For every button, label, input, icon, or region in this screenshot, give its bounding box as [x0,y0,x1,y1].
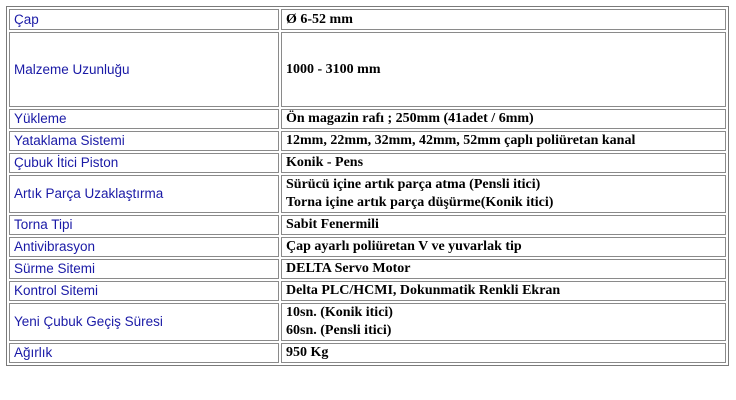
table-row [9,281,726,301]
row-value-torna-tipi [281,215,726,235]
value-line: Çap ayarlı poliüretan V ve yuvarlak tip [286,239,522,254]
value-line: 1000 - 3100 mm [286,61,381,77]
row-label-yataklama-sistemi: Yataklama Sistemi [9,131,279,151]
row-label-surme-sitemi: Sürme Sitemi [9,259,279,279]
row-value-yeni-cubuk-gecis [281,303,726,341]
value-line: 950 Kg [286,345,329,360]
table-row [9,343,726,363]
row-label-malzeme-uzunlugu: Malzeme Uzunluğu [9,32,279,107]
table-row [9,153,726,173]
row-label-agirlik: Ağırlık [9,343,279,363]
value-line: Delta PLC/HCMI, Dokunmatik Renkli Ekran [286,283,561,298]
table-row [9,215,726,235]
spec-table [6,6,729,366]
row-label-kontrol-sitemi: Kontrol Sitemi [9,281,279,301]
row-value-agirlik [281,343,726,363]
row-label-artik-parca: Artık Parça Uzaklaştırma [9,175,279,213]
value-line: Torna içine artık parça düşürme(Konik itici) [286,195,554,210]
table-row [9,131,726,151]
row-value-malzeme-uzunlugu [281,32,726,107]
row-value-cap [281,9,726,30]
row-value-yukleme [281,109,726,129]
value-line: Ø 6-52 mm [286,11,353,27]
table-row [9,32,726,107]
row-value-antivibrasyon [281,237,726,257]
table-row [9,259,726,279]
table-row [9,303,726,341]
row-value-surme-sitemi [281,259,726,279]
value-line: 60sn. (Pensli itici) [286,323,392,338]
value-line: DELTA Servo Motor [286,261,411,276]
table-row [9,109,726,129]
table-row [9,9,726,30]
value-line: Ön magazin rafı ; 250mm (41adet / 6mm) [286,111,534,126]
row-label-yeni-cubuk-gecis: Yeni Çubuk Geçiş Süresi [9,303,279,341]
value-line: 10sn. (Konik itici) [286,305,393,320]
spec-table-body [9,9,726,363]
row-value-kontrol-sitemi [281,281,726,301]
row-value-yataklama-sistemi [281,131,726,151]
row-label-torna-tipi: Torna Tipi [9,215,279,235]
row-value-artik-parca [281,175,726,213]
table-row [9,237,726,257]
row-label-cubuk-itici-piston: Çubuk İtici Piston [9,153,279,173]
value-line: Sabit Fenermili [286,217,379,232]
row-label-antivibrasyon: Antivibrasyon [9,237,279,257]
row-label-cap: Çap [9,9,279,30]
row-label-yukleme: Yükleme [9,109,279,129]
value-line: Sürücü içine artık parça atma (Pensli itici) [286,177,541,192]
table-row [9,175,726,213]
value-line: Konik - Pens [286,155,364,170]
row-value-cubuk-itici-piston [281,153,726,173]
value-line: 12mm, 22mm, 32mm, 42mm, 52mm çaplı poliüretan kanal [286,133,636,148]
